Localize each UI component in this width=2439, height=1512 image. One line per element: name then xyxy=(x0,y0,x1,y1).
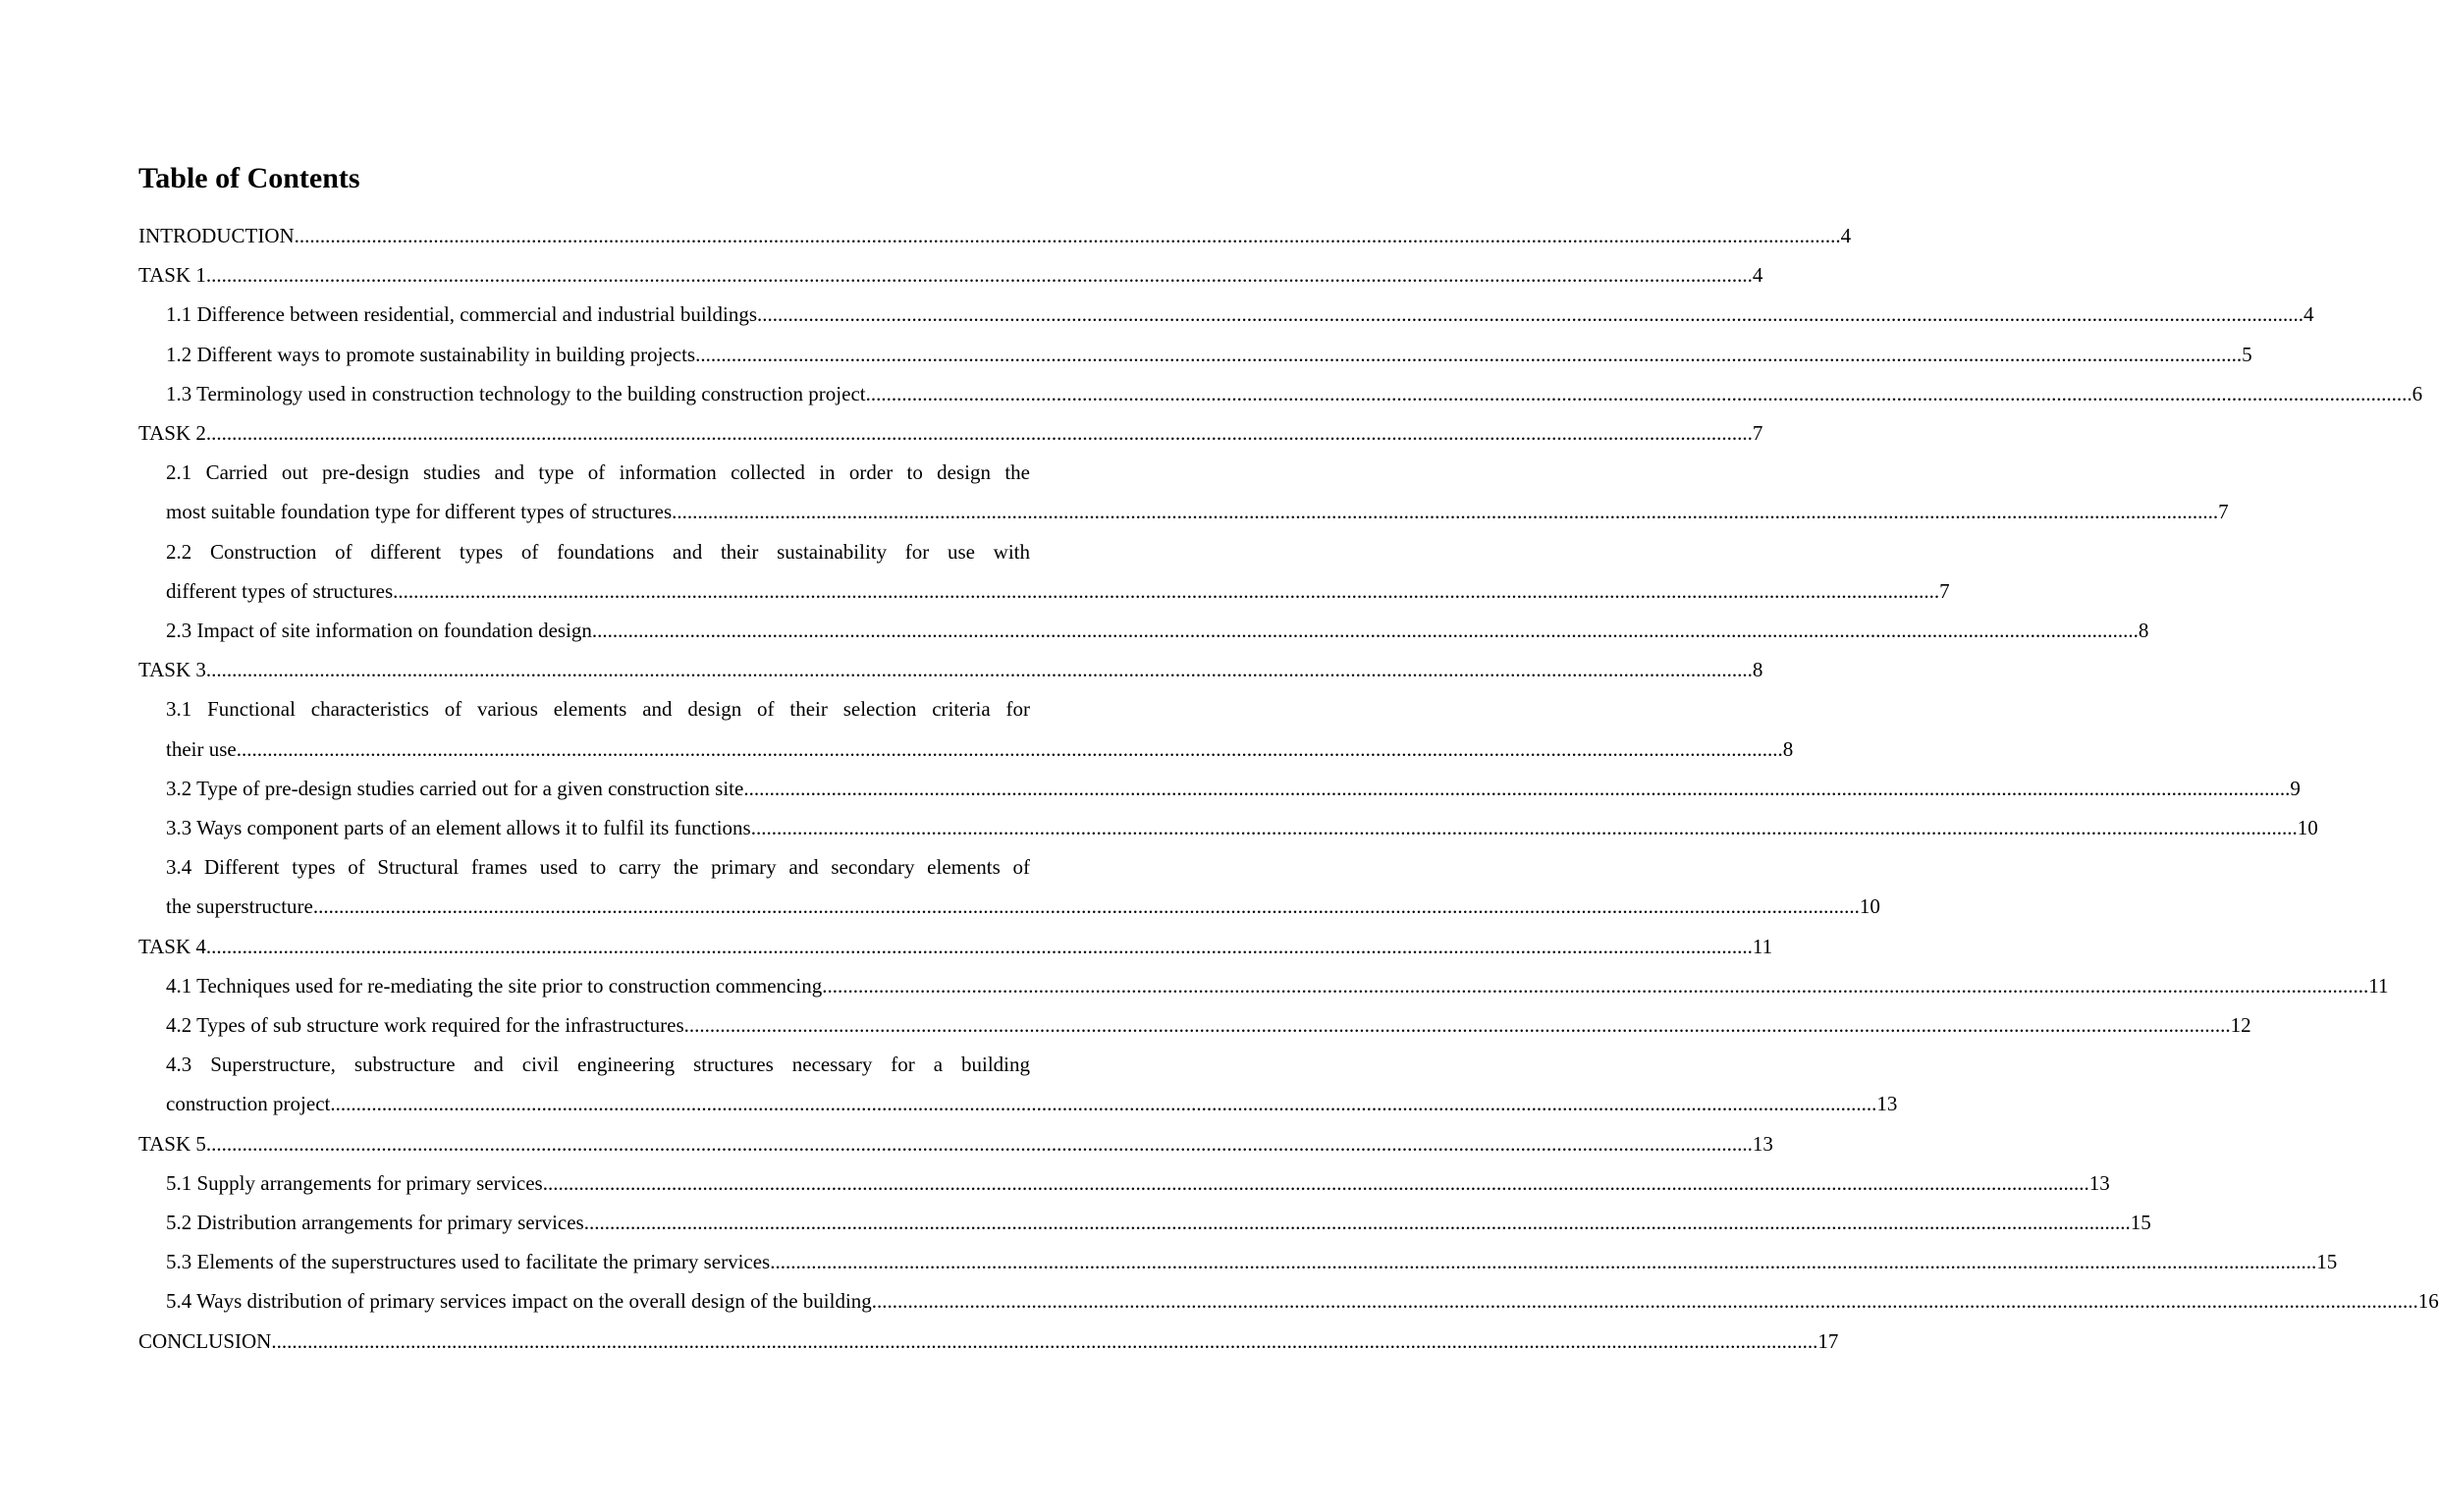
toc-entry-text-line-2: construction project xyxy=(166,1092,331,1116)
toc-entry-last-line xyxy=(166,492,2229,531)
toc-entry-text-line-2: their use xyxy=(166,736,237,761)
dot-leader: ............................................................................................................................................................................................................................................................................................................ xyxy=(822,973,2369,998)
dot-leader: ............................................................................................................................................................................................................................................................................................................ xyxy=(743,776,2291,800)
toc-entry-text: 3.2 Type of pre-design studies carried out for a given construction site xyxy=(166,776,744,800)
toc-entry-introduction[interactable] xyxy=(138,216,1852,255)
dot-leader: ............................................................................................................................................................................................................................................................................................................ xyxy=(236,736,1783,761)
toc-entry-1-3[interactable] xyxy=(166,374,2423,413)
toc-page-number: 4 xyxy=(2304,302,2314,327)
toc-entry-text: TASK 5 xyxy=(138,1131,206,1156)
toc-page-number: 8 xyxy=(2138,619,2149,643)
dot-leader: ............................................................................................................................................................................................................................................................................................................ xyxy=(294,224,1841,247)
dot-leader: ............................................................................................................................................................................................................................................................................................................ xyxy=(205,1131,1753,1156)
toc-entry-task-4[interactable] xyxy=(138,927,1773,966)
toc-entry-4-1[interactable] xyxy=(166,966,2389,1005)
toc-page-number: 7 xyxy=(1939,578,1950,603)
toc-entry-text-line-1: 2.2 Construction of different types of foundations and their sustainability for use with xyxy=(166,539,1030,564)
dot-leader: ............................................................................................................................................................................................................................................................................................................ xyxy=(672,500,2219,524)
toc-page-number: 15 xyxy=(2316,1250,2338,1274)
dot-leader: ............................................................................................................................................................................................................................................................................................................ xyxy=(271,1328,1818,1353)
toc-entry-task-1[interactable] xyxy=(138,255,1763,295)
toc-entry-text: 4.2 Types of sub structure work required for the infrastructures xyxy=(166,1013,684,1038)
dot-leader: ............................................................................................................................................................................................................................................................................................................ xyxy=(393,578,1940,603)
toc-entry-3-2[interactable] xyxy=(166,769,2301,808)
toc-entry-2-2[interactable] xyxy=(166,532,1950,611)
toc-entry-text: TASK 2 xyxy=(138,421,206,446)
toc-entry-5-3[interactable] xyxy=(166,1242,2338,1281)
toc-page-number: 6 xyxy=(2412,381,2423,405)
dot-leader: ............................................................................................................................................................................................................................................................................................................ xyxy=(205,658,1753,682)
toc-entry-text-line-2: most suitable foundation type for different types of structures xyxy=(166,500,673,524)
toc-page-number: 4 xyxy=(1752,263,1763,288)
toc-entry-text: 5.1 Supply arrangements for primary services xyxy=(166,1170,543,1195)
dot-leader: ............................................................................................................................................................................................................................................................................................................ xyxy=(205,263,1753,288)
toc-page-number: 7 xyxy=(2218,500,2229,524)
toc-entry-text-line-1: 3.4 Different types of Structural frames used to carry the primary and secondary elements of xyxy=(166,855,1030,880)
toc-entry-text: 5.3 Elements of the superstructures used to facilitate the primary services xyxy=(166,1250,771,1274)
dot-leader: ............................................................................................................................................................................................................................................................................................................ xyxy=(205,421,1753,446)
toc-entry-last-line xyxy=(166,887,1880,926)
toc-entry-5-1[interactable] xyxy=(166,1163,2110,1203)
toc-entry-text: 3.3 Ways component parts of an element allows it to fulfil its functions xyxy=(166,816,751,840)
toc-entry-5-4[interactable] xyxy=(166,1281,2439,1321)
toc-page-number: 8 xyxy=(1752,658,1763,682)
toc-entry-last-line xyxy=(166,729,1794,769)
toc-page-number: 17 xyxy=(1817,1328,1839,1353)
toc-page-number: 13 xyxy=(1876,1092,1898,1116)
document-page xyxy=(138,157,2439,1361)
toc-entry-text: TASK 1 xyxy=(138,263,206,288)
dot-leader: ............................................................................................................................................................................................................................................................................................................ xyxy=(591,619,2139,643)
toc-page-number: 16 xyxy=(2417,1289,2439,1314)
toc-page-number: 10 xyxy=(1859,894,1880,919)
dot-leader: ............................................................................................................................................................................................................................................................................................................ xyxy=(312,894,1860,919)
toc-entry-text-line-1: 4.3 Superstructure, substructure and civil engineering structures necessary for a building xyxy=(166,1053,1030,1077)
toc-entry-2-1[interactable] xyxy=(166,453,2229,531)
toc-entry-text: 1.2 Different ways to promote sustainability in building projects xyxy=(166,342,696,366)
dot-leader: ............................................................................................................................................................................................................................................................................................................ xyxy=(330,1092,1877,1116)
toc-entry-5-2[interactable] xyxy=(166,1203,2151,1242)
dot-leader: ............................................................................................................................................................................................................................................................................................................ xyxy=(542,1170,2089,1195)
toc-entry-text-line-1: 3.1 Functional characteristics of various elements and design of their selection criteria for xyxy=(166,697,1030,722)
dot-leader: ............................................................................................................................................................................................................................................................................................................ xyxy=(583,1211,2131,1235)
toc-entry-last-line xyxy=(166,571,1950,611)
toc-page-number: 11 xyxy=(2368,973,2389,998)
toc-entry-text: 4.1 Techniques used for re-mediating the site prior to construction commencing xyxy=(166,973,823,998)
toc-entry-text: TASK 4 xyxy=(138,934,206,958)
toc-entry-2-3[interactable] xyxy=(166,611,2149,650)
toc-entry-last-line xyxy=(166,1084,1898,1123)
toc-page-number: 4 xyxy=(1840,224,1852,247)
toc-page-number: 7 xyxy=(1752,421,1763,446)
toc-entry-text: 1.3 Terminology used in construction technology to the building construction project xyxy=(166,381,866,405)
toc-entry-text-line-2: different types of structures xyxy=(166,578,394,603)
toc-list xyxy=(138,216,2439,1361)
toc-page-number: 13 xyxy=(1752,1131,1773,1156)
toc-entry-text: 5.2 Distribution arrangements for primary services xyxy=(166,1211,584,1235)
toc-entry-text-line-2: the superstructure xyxy=(166,894,313,919)
toc-entry-text-line-1: 2.1 Carried out pre-design studies and type of information collected in order to design the xyxy=(166,460,1030,485)
dot-leader: ............................................................................................................................................................................................................................................................................................................ xyxy=(770,1250,2317,1274)
toc-entry-task-2[interactable] xyxy=(138,413,1763,453)
toc-entry-text: 1.1 Difference between residential, commercial and industrial buildings xyxy=(166,302,757,327)
toc-page-number: 9 xyxy=(2290,776,2301,800)
toc-entry-1-1[interactable] xyxy=(166,295,2314,334)
toc-page-number: 5 xyxy=(2242,342,2252,366)
toc-title: Table of Contents xyxy=(138,162,360,194)
toc-page-number: 8 xyxy=(1782,736,1794,761)
toc-entry-4-2[interactable] xyxy=(166,1005,2251,1045)
toc-entry-text: CONCLUSION xyxy=(138,1328,272,1353)
dot-leader: ............................................................................................................................................................................................................................................................................................................ xyxy=(683,1013,2231,1038)
toc-entry-3-4[interactable] xyxy=(166,847,1880,926)
dot-leader: ............................................................................................................................................................................................................................................................................................................ xyxy=(750,816,2298,840)
toc-entry-1-2[interactable] xyxy=(166,335,2252,374)
toc-entry-task-5[interactable] xyxy=(138,1124,1773,1163)
toc-entry-4-3[interactable] xyxy=(166,1045,1898,1123)
toc-entry-text: INTRODUCTION xyxy=(138,224,295,247)
toc-entry-task-3[interactable] xyxy=(138,650,1763,689)
toc-page-number: 11 xyxy=(1752,934,1773,958)
toc-entry-3-3[interactable] xyxy=(166,808,2318,847)
toc-entry-conclusion[interactable] xyxy=(138,1322,1839,1361)
toc-entry-text: 2.3 Impact of site information on foundation design xyxy=(166,619,592,643)
toc-page-number: 10 xyxy=(2297,816,2318,840)
toc-page-number: 13 xyxy=(2088,1170,2110,1195)
toc-entry-text: 5.4 Ways distribution of primary services impact on the overall design of the building xyxy=(166,1289,872,1314)
dot-leader: ............................................................................................................................................................................................................................................................................................................ xyxy=(205,934,1753,958)
dot-leader: ............................................................................................................................................................................................................................................................................................................ xyxy=(865,381,2412,405)
toc-entry-text: TASK 3 xyxy=(138,658,206,682)
dot-leader: ............................................................................................................................................................................................................................................................................................................ xyxy=(871,1289,2418,1314)
toc-page-number: 15 xyxy=(2130,1211,2151,1235)
toc-page-number: 12 xyxy=(2230,1013,2251,1038)
dot-leader: ............................................................................................................................................................................................................................................................................................................ xyxy=(695,342,2243,366)
toc-entry-3-1[interactable] xyxy=(166,689,1794,768)
dot-leader: ............................................................................................................................................................................................................................................................................................................ xyxy=(757,302,2304,327)
